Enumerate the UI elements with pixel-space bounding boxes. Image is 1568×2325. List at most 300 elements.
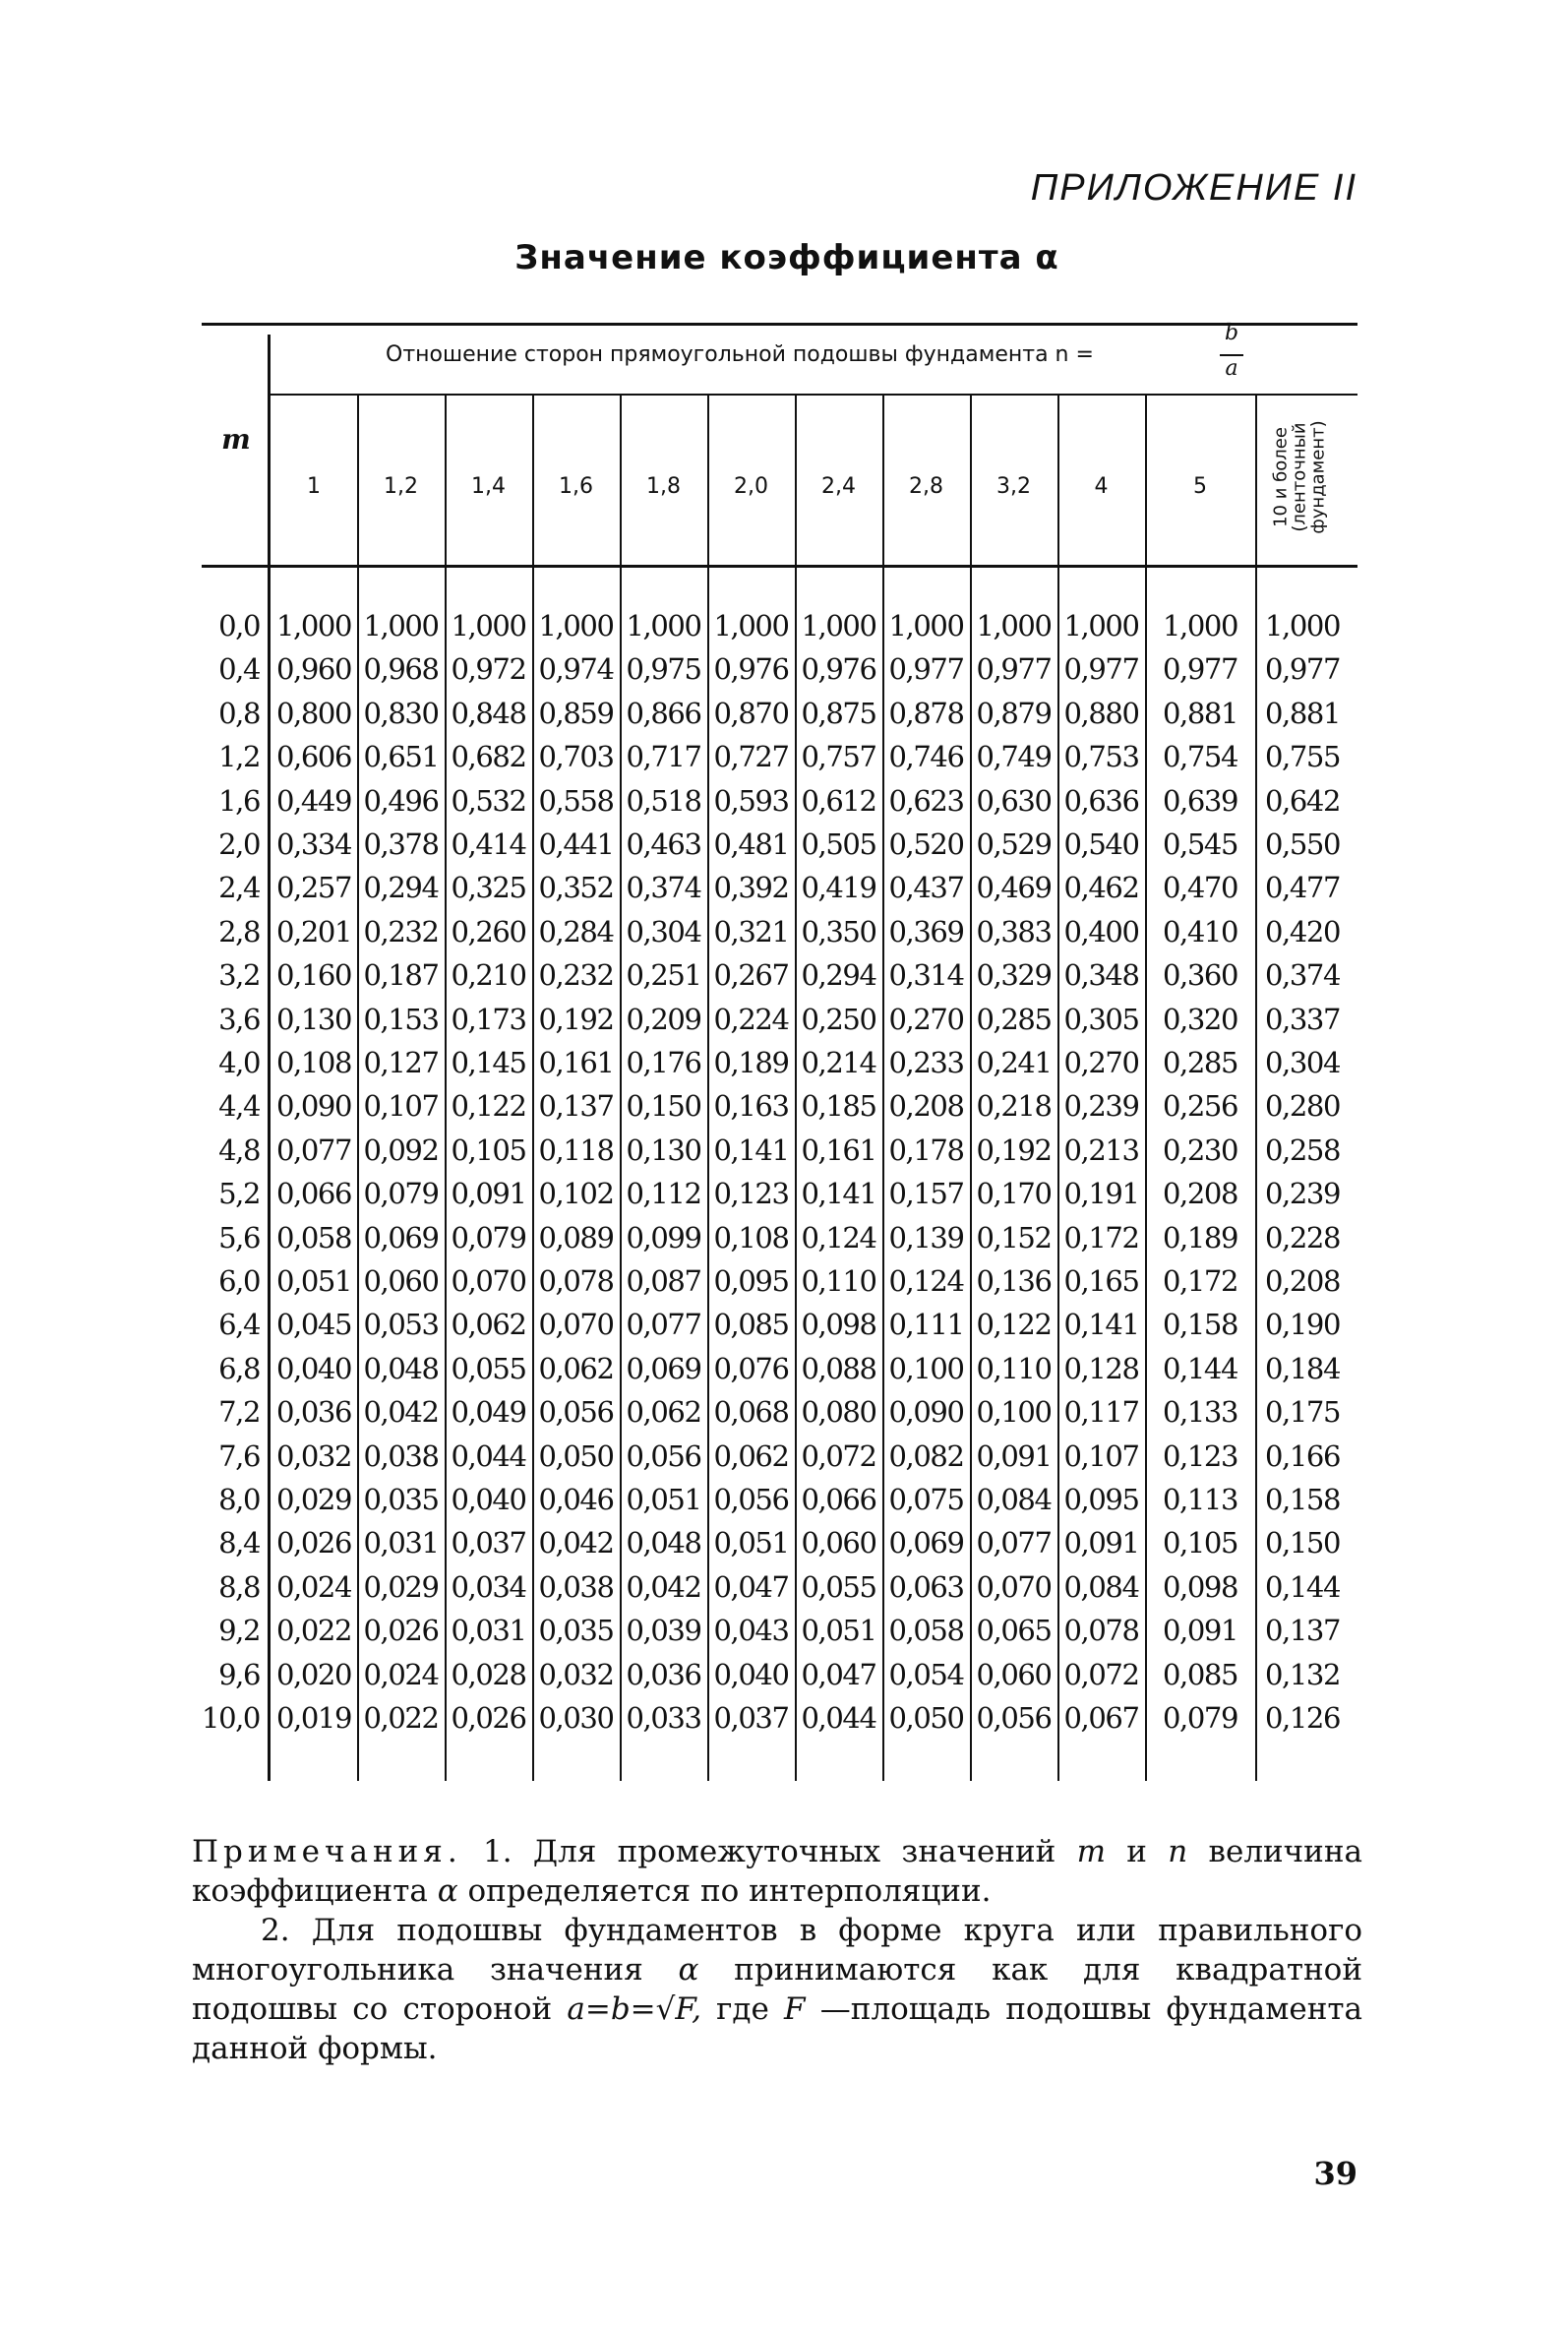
table-cell: 0,141 (1063, 1308, 1139, 1342)
row-m-value: 3,2 (218, 958, 260, 993)
table-cell: 0,091 (976, 1438, 1052, 1473)
table-cell: 0,124 (888, 1264, 964, 1298)
table-cell: 0,228 (1264, 1220, 1341, 1254)
table-cell: 0,090 (275, 1089, 352, 1124)
table-cell: 0,606 (275, 740, 352, 774)
table-cell: 0,098 (801, 1308, 876, 1342)
table-cell: 0,144 (1162, 1351, 1238, 1385)
table-cell: 0,449 (275, 783, 352, 818)
table-cell: 0,107 (363, 1089, 439, 1124)
row-m-value: 8,4 (218, 1526, 260, 1560)
table-cell: 0,110 (801, 1264, 876, 1298)
table-cell: 0,042 (626, 1569, 701, 1604)
table-cell: 0,218 (976, 1089, 1052, 1124)
table-row (0, 1478, 1568, 1521)
table-cell: 0,060 (801, 1526, 876, 1560)
table-cell: 0,066 (275, 1177, 352, 1211)
table-cell: 0,030 (538, 1701, 614, 1735)
table-cell: 0,975 (626, 652, 701, 687)
column-header: 4 (1094, 474, 1109, 499)
body-column-divider (532, 568, 534, 1781)
table-row (0, 1041, 1568, 1084)
table-cell: 0,233 (888, 1046, 964, 1079)
row-m-value: 1,2 (218, 740, 260, 774)
table-cell: 0,130 (275, 1002, 352, 1036)
table-cell: 0,977 (1162, 652, 1238, 687)
table-cell: 0,158 (1162, 1308, 1238, 1342)
table-cell: 0,192 (538, 1002, 614, 1036)
body-column-divider (357, 568, 359, 1781)
table-cell: 0,035 (363, 1483, 439, 1516)
group-header (386, 342, 1094, 367)
table-cell: 0,026 (275, 1526, 352, 1560)
table-cell: 0,630 (976, 783, 1052, 818)
m-column-header: m (221, 423, 251, 456)
table-cell: 0,127 (363, 1046, 439, 1079)
table-cell: 0,623 (888, 783, 964, 818)
table-cell: 0,830 (363, 696, 439, 730)
table-cell: 0,077 (275, 1132, 352, 1167)
table-cell: 0,126 (1264, 1701, 1341, 1735)
body-column-divider (970, 568, 972, 1781)
table-cell: 0,496 (363, 783, 439, 818)
table-cell: 0,166 (1264, 1438, 1341, 1473)
table-cell: 0,441 (538, 827, 614, 861)
header-column-divider (532, 396, 534, 565)
table-cell: 0,092 (363, 1132, 439, 1167)
table-cell: 0,105 (1162, 1526, 1238, 1560)
table-cell: 0,529 (976, 827, 1052, 861)
note1-text-c: величина коэффициента (192, 1834, 1362, 1909)
table-row (0, 1347, 1568, 1390)
table-cell: 0,024 (275, 1569, 352, 1604)
table-cell: 0,870 (713, 696, 789, 730)
table-cell: 0,682 (451, 740, 526, 774)
table-cell: 0,034 (451, 1569, 526, 1604)
table-cell: 0,755 (1264, 740, 1341, 774)
table-cell: 0,505 (801, 827, 876, 861)
column-header: 3,2 (996, 474, 1031, 499)
column-header: 2,0 (734, 474, 768, 499)
table-cell: 0,122 (976, 1308, 1052, 1342)
table-cell: 0,879 (976, 696, 1052, 730)
table-cell: 0,068 (713, 1395, 789, 1430)
table-cell: 0,128 (1063, 1351, 1139, 1385)
table-cell: 0,977 (888, 652, 964, 687)
row-m-value: 4,8 (218, 1132, 260, 1167)
table-cell: 0,063 (888, 1569, 964, 1604)
table-cell: 0,067 (1063, 1701, 1139, 1735)
table-cell: 0,141 (801, 1177, 876, 1211)
table-cell: 0,878 (888, 696, 964, 730)
table-cell: 0,848 (451, 696, 526, 730)
table-cell: 0,040 (713, 1657, 789, 1691)
body-column-divider (1145, 568, 1147, 1781)
table-cell: 0,374 (1264, 958, 1341, 993)
table-cell: 0,056 (976, 1701, 1052, 1735)
table-cell: 0,137 (538, 1089, 614, 1124)
table-cell: 0,040 (275, 1351, 352, 1385)
column-header: 1 (307, 474, 321, 499)
note2-formula: a=b=√F, (567, 1991, 701, 2027)
table-cell: 0,314 (888, 958, 964, 993)
note2-text-d: —площадь подошвы фундамента данной формы. (192, 1991, 1362, 2066)
table-cell: 0,044 (451, 1438, 526, 1473)
table-cell: 0,757 (801, 740, 876, 774)
table-cell: 0,026 (363, 1614, 439, 1648)
table-cell: 0,044 (801, 1701, 876, 1735)
table-cell: 0,968 (363, 652, 439, 687)
table-cell: 0,350 (801, 914, 876, 948)
table-cell: 0,241 (976, 1046, 1052, 1079)
table-cell: 0,294 (363, 871, 439, 905)
table-cell: 0,866 (626, 696, 701, 730)
note2-var-f: F (784, 1991, 806, 2027)
table-cell: 0,976 (713, 652, 789, 687)
table-cell: 0,284 (538, 914, 614, 948)
table-cell: 0,463 (626, 827, 701, 861)
appendix-label: ПРИЛОЖЕНИЕ II (1030, 167, 1357, 209)
table-cell: 0,078 (1063, 1614, 1139, 1648)
table-cell: 0,191 (1063, 1177, 1139, 1211)
table-cell: 1,000 (363, 609, 439, 642)
table-cell: 0,410 (1162, 914, 1238, 948)
table-cell: 0,161 (538, 1046, 614, 1079)
table-cell: 0,187 (363, 958, 439, 993)
table-cell: 0,091 (1162, 1614, 1238, 1648)
table-cell: 0,224 (713, 1002, 789, 1036)
table-row (0, 1172, 1568, 1215)
table-cell: 0,153 (363, 1002, 439, 1036)
table-cell: 0,636 (1063, 783, 1139, 818)
table-cell: 0,058 (275, 1220, 352, 1254)
table-cell: 0,334 (275, 827, 352, 861)
table-row (0, 1129, 1568, 1172)
table-cell: 0,045 (275, 1308, 352, 1342)
table-cell: 0,192 (976, 1132, 1052, 1167)
table-cell: 0,651 (363, 740, 439, 774)
table-cell: 0,172 (1063, 1220, 1139, 1254)
table-cell: 0,031 (451, 1614, 526, 1648)
table-cell: 0,185 (801, 1089, 876, 1124)
table-cell: 0,069 (363, 1220, 439, 1254)
table-cell: 0,880 (1063, 696, 1139, 730)
body-column-divider (445, 568, 447, 1781)
table-cell: 0,037 (713, 1701, 789, 1735)
table-cell: 0,213 (1063, 1132, 1139, 1167)
table-cell: 0,258 (1264, 1132, 1341, 1167)
row-m-value: 1,6 (218, 783, 260, 818)
table-cell: 0,145 (451, 1046, 526, 1079)
table-cell: 0,036 (626, 1657, 701, 1691)
table-cell: 0,084 (976, 1483, 1052, 1516)
table-cell: 0,079 (1162, 1701, 1238, 1735)
table-cell: 0,257 (275, 871, 352, 905)
table-cell: 0,749 (976, 740, 1052, 774)
table-cell: 0,029 (275, 1483, 352, 1516)
table-cell: 0,392 (713, 871, 789, 905)
body-column-divider (882, 568, 884, 1781)
table-cell: 0,069 (888, 1526, 964, 1560)
table-cell: 0,079 (363, 1177, 439, 1211)
table-cell: 1,000 (1063, 609, 1139, 642)
table-cell: 0,029 (363, 1569, 439, 1604)
row-m-value: 10,0 (202, 1701, 260, 1735)
table-cell: 0,022 (363, 1701, 439, 1735)
table-cell: 1,000 (1264, 609, 1341, 642)
table-cell: 0,085 (1162, 1657, 1238, 1691)
table-cell: 0,062 (713, 1438, 789, 1473)
table-cell: 0,112 (626, 1177, 701, 1211)
table-cell: 0,056 (626, 1438, 701, 1473)
table-cell: 0,208 (1264, 1264, 1341, 1298)
table-row (0, 1653, 1568, 1696)
table-cell: 0,210 (451, 958, 526, 993)
table-cell: 0,113 (1162, 1483, 1238, 1516)
table-cell: 0,325 (451, 871, 526, 905)
header-column-divider (970, 396, 972, 565)
table-cell: 0,250 (801, 1002, 876, 1036)
table-cell: 0,056 (713, 1483, 789, 1516)
table-cell: 0,260 (451, 914, 526, 948)
table-cell: 0,977 (1063, 652, 1139, 687)
table-cell: 0,230 (1162, 1132, 1238, 1167)
table-cell: 0,136 (976, 1264, 1052, 1298)
table-cell: 0,165 (1063, 1264, 1139, 1298)
table-cell: 0,042 (538, 1526, 614, 1560)
table-cell: 0,280 (1264, 1089, 1341, 1124)
body-column-divider (795, 568, 797, 1781)
table-cell: 0,469 (976, 871, 1052, 905)
row-m-value: 0,8 (218, 696, 260, 730)
row-m-value: 9,6 (218, 1657, 260, 1691)
table-cell: 0,058 (888, 1614, 964, 1648)
note2-text-c: где (700, 1991, 785, 2027)
table-cell: 0,414 (451, 827, 526, 861)
table-cell: 0,304 (1264, 1046, 1341, 1079)
table-row (0, 1435, 1568, 1478)
table-cell: 0,976 (801, 652, 876, 687)
table-top-rule (202, 323, 1357, 326)
table-cell: 0,087 (626, 1264, 701, 1298)
table-cell: 0,042 (363, 1395, 439, 1430)
table-row (0, 1303, 1568, 1346)
table-cell: 0,251 (626, 958, 701, 993)
header-column-divider (882, 396, 884, 565)
note2-text-a: 2. Для подошвы фундаментов в форме круга или правильного многоугольника значения (192, 1913, 1362, 1988)
table-cell: 0,124 (801, 1220, 876, 1254)
table-cell: 0,753 (1063, 740, 1139, 774)
table-cell: 0,075 (888, 1483, 964, 1516)
table-cell: 1,000 (275, 609, 352, 642)
table-cell: 0,800 (275, 696, 352, 730)
table-cell: 0,133 (1162, 1395, 1238, 1430)
table-cell: 0,137 (1264, 1614, 1341, 1648)
table-cell: 0,267 (713, 958, 789, 993)
table-cell: 0,717 (626, 740, 701, 774)
table-cell: 0,047 (801, 1657, 876, 1691)
table-row (0, 1216, 1568, 1259)
table-cell: 0,089 (538, 1220, 614, 1254)
table-cell: 0,072 (1063, 1657, 1139, 1691)
table-cell: 0,201 (275, 914, 352, 948)
note1-var-m: m (1076, 1834, 1107, 1869)
table-cell: 0,746 (888, 740, 964, 774)
table-cell: 0,545 (1162, 827, 1238, 861)
table-row (0, 779, 1568, 823)
table-cell: 0,035 (538, 1614, 614, 1648)
table-cell: 0,190 (1264, 1308, 1341, 1342)
row-m-value: 4,4 (218, 1089, 260, 1124)
header-column-divider (357, 396, 359, 565)
table-cell: 0,099 (626, 1220, 701, 1254)
row-m-value: 2,0 (218, 827, 260, 861)
table-row (0, 953, 1568, 997)
ratio-fraction-top: b (1224, 321, 1239, 345)
table-cell: 0,437 (888, 871, 964, 905)
table-cell: 0,139 (888, 1220, 964, 1254)
row-m-value: 3,6 (218, 1002, 260, 1036)
table-cell: 0,304 (626, 914, 701, 948)
table-cell: 0,051 (713, 1526, 789, 1560)
header-bottom-rule (202, 565, 1357, 568)
table-cell: 0,020 (275, 1657, 352, 1691)
table-cell: 0,369 (888, 914, 964, 948)
table-cell: 0,098 (1162, 1569, 1238, 1604)
table-cell: 0,043 (713, 1614, 789, 1648)
table-cell: 0,481 (713, 827, 789, 861)
table-cell: 0,352 (538, 871, 614, 905)
group-header-rule (271, 394, 1357, 396)
table-cell: 0,172 (1162, 1264, 1238, 1298)
table-cell: 0,049 (451, 1395, 526, 1430)
table-cell: 0,320 (1162, 1002, 1238, 1036)
table-cell: 0,176 (626, 1046, 701, 1079)
note1-text-d: определяется по интерполяции. (457, 1873, 992, 1909)
table-cell: 0,051 (626, 1483, 701, 1516)
table-cell: 0,189 (1162, 1220, 1238, 1254)
table-cell: 0,060 (363, 1264, 439, 1298)
table-cell: 0,118 (538, 1132, 614, 1167)
table-cell: 0,039 (626, 1614, 701, 1648)
table-cell: 0,038 (363, 1438, 439, 1473)
row-m-value: 5,2 (218, 1177, 260, 1211)
table-cell: 0,055 (801, 1569, 876, 1604)
column-header: 2,4 (821, 474, 856, 499)
table-cell: 0,079 (451, 1220, 526, 1254)
note1-alpha: α (437, 1873, 458, 1909)
row-m-value: 4,0 (218, 1046, 260, 1079)
table-cell: 0,032 (275, 1438, 352, 1473)
table-cell: 0,977 (976, 652, 1052, 687)
row-m-value: 2,4 (218, 871, 260, 905)
table-row (0, 1259, 1568, 1303)
table-cell: 0,520 (888, 827, 964, 861)
table-row (0, 1390, 1568, 1434)
column-header-strip-text: 10 и более (ленточный фундамент) (1270, 420, 1329, 534)
table-row (0, 910, 1568, 953)
notes (192, 1832, 1362, 2068)
row-m-value: 0,4 (218, 652, 260, 687)
note1-text-a: 1. Для промежуточных значений (483, 1834, 1077, 1869)
table-cell: 0,189 (713, 1046, 789, 1079)
table-cell: 0,875 (801, 696, 876, 730)
table-cell: 0,294 (801, 958, 876, 993)
table-cell: 0,208 (888, 1089, 964, 1124)
note2-text-b: принимаются как для квадратной подошвы со стороной (192, 1952, 1362, 2027)
table-cell: 0,256 (1162, 1089, 1238, 1124)
table-cell: 0,077 (626, 1308, 701, 1342)
table-cell: 0,232 (363, 914, 439, 948)
table-cell: 0,123 (713, 1177, 789, 1211)
header-column-divider (1145, 396, 1147, 565)
row-m-value: 8,0 (218, 1483, 260, 1516)
table-cell: 0,208 (1162, 1177, 1238, 1211)
table-cell: 0,420 (1264, 914, 1341, 948)
table-row (0, 735, 1568, 778)
table-cell: 1,000 (713, 609, 789, 642)
table-cell: 0,085 (713, 1308, 789, 1342)
table-cell: 0,069 (626, 1351, 701, 1385)
table-cell: 0,111 (888, 1308, 964, 1342)
table-cell: 0,383 (976, 914, 1052, 948)
table-cell: 0,060 (976, 1657, 1052, 1691)
table-row (0, 866, 1568, 909)
page-number: 39 (1313, 2155, 1357, 2192)
note1-text-b: и (1106, 1834, 1169, 1869)
table-cell: 0,100 (976, 1395, 1052, 1430)
table-cell: 0,160 (275, 958, 352, 993)
table-cell: 0,038 (538, 1569, 614, 1604)
table-cell: 0,130 (626, 1132, 701, 1167)
table-cell: 0,612 (801, 783, 876, 818)
table-cell: 0,173 (451, 1002, 526, 1036)
table-cell: 0,144 (1264, 1569, 1341, 1604)
table-row (0, 604, 1568, 647)
header-column-divider (795, 396, 797, 565)
table-cell: 0,062 (451, 1308, 526, 1342)
table-cell: 1,000 (888, 609, 964, 642)
table-cell: 0,084 (1063, 1569, 1139, 1604)
table-cell: 0,053 (363, 1308, 439, 1342)
table-cell: 0,703 (538, 740, 614, 774)
table-cell: 0,158 (1264, 1483, 1341, 1516)
table-cell: 0,178 (888, 1132, 964, 1167)
table-cell: 0,477 (1264, 871, 1341, 905)
table-row (0, 692, 1568, 735)
table-cell: 0,184 (1264, 1351, 1341, 1385)
table-cell: 0,419 (801, 871, 876, 905)
table-cell: 0,088 (801, 1351, 876, 1385)
table-cell: 0,024 (363, 1657, 439, 1691)
table-cell: 0,972 (451, 652, 526, 687)
table-cell: 0,076 (713, 1351, 789, 1385)
table-cell: 0,065 (976, 1614, 1052, 1648)
table-cell: 0,374 (626, 871, 701, 905)
table-cell: 1,000 (626, 609, 701, 642)
table-cell: 0,066 (801, 1483, 876, 1516)
table-cell: 0,132 (1264, 1657, 1341, 1691)
table-cell: 0,157 (888, 1177, 964, 1211)
table-cell: 0,082 (888, 1438, 964, 1473)
table-cell: 0,960 (275, 652, 352, 687)
table-cell: 0,062 (538, 1351, 614, 1385)
table-cell: 1,000 (801, 609, 876, 642)
table-row (0, 647, 1568, 691)
table-cell: 0,050 (888, 1701, 964, 1735)
table-cell: 0,239 (1063, 1089, 1139, 1124)
table-cell: 0,270 (888, 1002, 964, 1036)
